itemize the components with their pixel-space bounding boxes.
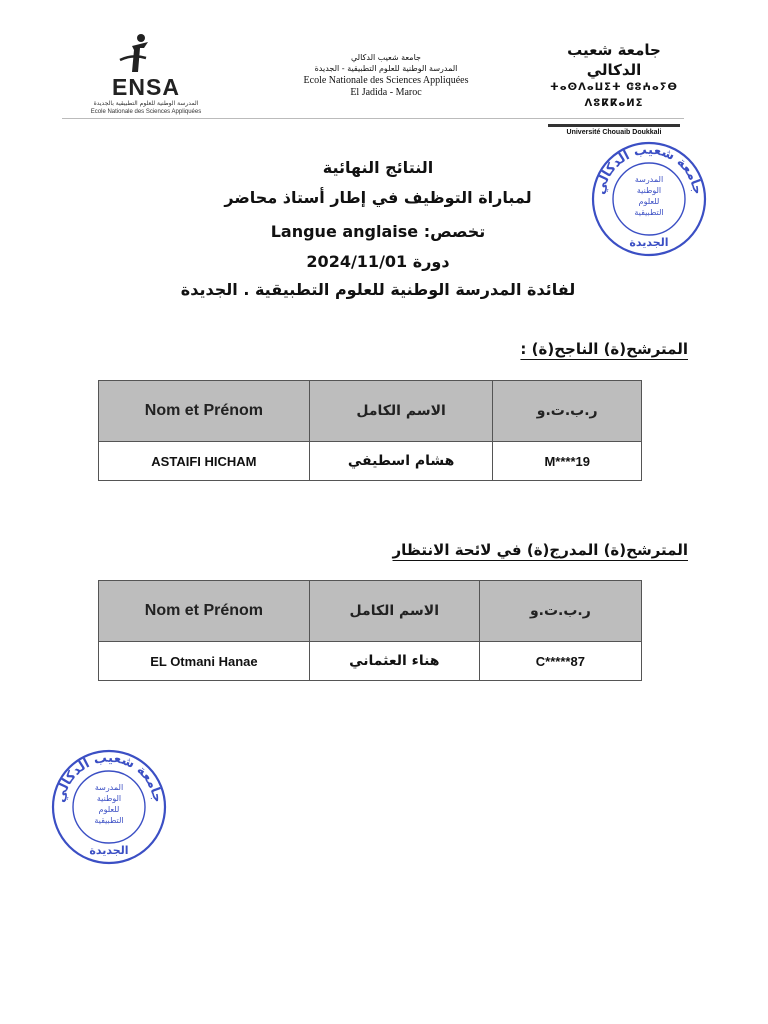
table-header-row — [99, 381, 642, 442]
ensa-emblem-icon — [114, 32, 160, 80]
header-french-line1: Ecole Nationale des Sciences Appliquées — [303, 75, 469, 86]
ucd-logo-arabic: جامعة شعيب الدكالي — [567, 41, 661, 79]
results-title: النتائج النهائية — [322, 158, 434, 177]
cell-id: M****19 — [493, 442, 642, 481]
cell-name-ar: هشام اسطيفي — [309, 442, 493, 481]
column-header-name-fr: Nom et Prénom — [99, 381, 310, 442]
column-header-id: ر.ب.ت.و — [493, 381, 642, 442]
section-heading-admitted: المترشح(ة) الناجح(ة) : — [520, 340, 688, 358]
table-row — [99, 642, 642, 681]
column-header-name-fr: Nom et Prénom — [99, 581, 310, 642]
stamp-outer-text: جامعة شعيب الدكالي — [52, 750, 165, 804]
stamp-inner-text: التطبيقية — [94, 816, 124, 825]
section-heading-waitlist: المترشح(ة) المدرج(ة) في لائحة الانتظار — [392, 541, 688, 559]
ensa-logo-word: ENSA — [112, 74, 180, 100]
ensa-logo-arabic: المدرسة الوطنية للعلوم التطبيقية بالجديدة — [93, 100, 199, 107]
specialty-title: تخصص: Langue anglaise — [270, 222, 486, 241]
ucd-logo — [544, 40, 684, 136]
ucd-logo-tifinagh: ⵜⴰⵙⴷⴰⵡⵉⵜ ⵛⵓⵄⴰⵢⴱ ⴷⵓⴽⴽⴰⵍⵉ — [550, 82, 678, 109]
ensa-logo — [66, 30, 226, 115]
column-header-id: ر.ب.ت.و — [479, 581, 641, 642]
table-header-row — [99, 581, 642, 642]
stamp-bottom-text: الجديدة — [629, 236, 669, 249]
header-french-line2: El Jadida - Maroc — [350, 87, 422, 98]
header-divider — [62, 118, 684, 119]
session-date: دورة 2024/11/01 — [306, 252, 450, 271]
cell-name-fr: ASTAIFI HICHAM — [99, 442, 310, 481]
stamp-inner-text: للعلوم — [638, 197, 660, 206]
cell-name-ar: هناء العثماني — [309, 642, 479, 681]
ucd-logo-rule — [548, 124, 680, 127]
institution-header — [262, 52, 510, 99]
stamp-inner-text: المدرسة — [94, 783, 124, 792]
stamp-outer-text: جامعة شعيب الدكالي — [592, 142, 705, 196]
official-stamp-icon — [590, 140, 708, 258]
stamp-inner-text: الوطنية — [96, 794, 122, 803]
column-header-name-ar: الاسم الكامل — [309, 381, 493, 442]
stamp-inner-text: التطبيقية — [634, 208, 664, 217]
waitlist-table — [98, 580, 642, 681]
ucd-logo-french: Université Chouaib Doukkali — [566, 129, 662, 136]
ensa-logo-french: Ecole Nationale des Sciences Appliquées — [90, 109, 202, 115]
cell-id: C*****87 — [479, 642, 641, 681]
stamp-bottom-text: الجديدة — [89, 844, 129, 857]
cell-name-fr: EL Otmani Hanae — [99, 642, 310, 681]
column-header-name-ar: الاسم الكامل — [309, 581, 479, 642]
stamp-inner-text: الوطنية — [636, 186, 662, 195]
stamp-inner-text: للعلوم — [98, 805, 120, 814]
beneficiary-title: لفائدة المدرسة الوطنية للعلوم التطبيقية . الجديدة — [180, 280, 576, 299]
header-arabic-line1: جامعة شعيب الدكالي — [351, 53, 421, 62]
stamp-inner-text: المدرسة — [634, 175, 664, 184]
competition-title: لمباراة التوظيف في إطار أستاذ محاضر — [224, 188, 532, 207]
admitted-table — [98, 380, 642, 481]
official-stamp-icon — [50, 748, 168, 866]
header-arabic-line2: المدرسة الوطنية للعلوم التطبيقية - الجديدة — [314, 64, 458, 73]
table-row — [99, 442, 642, 481]
